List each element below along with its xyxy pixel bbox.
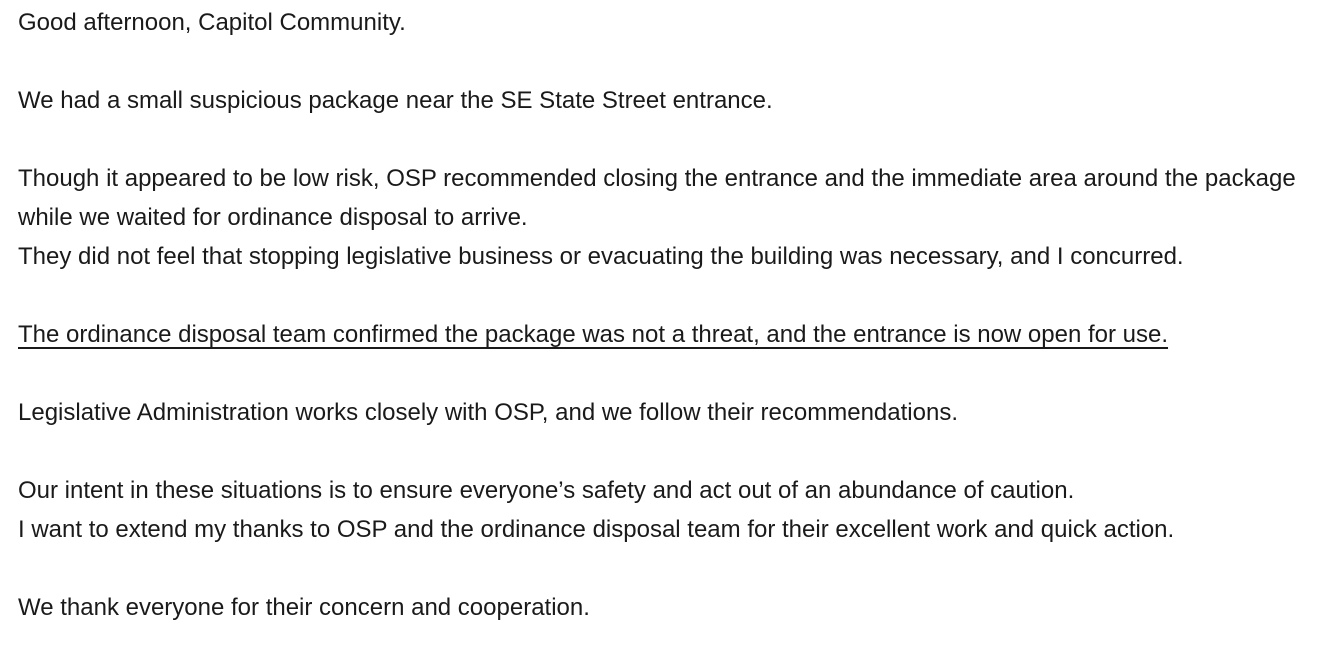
paragraph-spacer <box>18 354 1313 393</box>
risk-assessment-paragraph: Though it appeared to be low risk, OSP recommended closing the entrance and the immediate area around the package while we waited for ordinance disposal to arrive. <box>18 165 1296 231</box>
paragraph-spacer <box>18 549 1313 588</box>
all-clear-text: The ordinance disposal team confirmed the package was not a threat, and the entrance is now open for use. <box>18 321 1169 348</box>
paragraph-spacer <box>18 432 1313 471</box>
incident-line: We had a small suspicious package near the SE State Street entrance. <box>18 87 773 114</box>
paragraph-spacer <box>18 276 1313 315</box>
partnership-line: Legislative Administration works closely with OSP, and we follow their recommendations. <box>18 399 958 426</box>
thanks-line: I want to extend my thanks to OSP and the ordinance disposal team for their excellent work and quick action. <box>18 516 1175 543</box>
all-clear-line <box>18 315 1313 354</box>
paragraph-spacer <box>18 120 1313 159</box>
decision-line: They did not feel that stopping legislative business or evacuating the building was necessary, and I concurred. <box>18 243 1184 270</box>
greeting-line: Good afternoon, Capitol Community. <box>18 9 406 36</box>
closing-line: We thank everyone for their concern and cooperation. <box>18 594 590 621</box>
intent-line: Our intent in these situations is to ensure everyone’s safety and act out of an abundance of caution. <box>18 477 1075 504</box>
paragraph-spacer <box>18 42 1313 81</box>
email-body <box>18 3 1313 627</box>
